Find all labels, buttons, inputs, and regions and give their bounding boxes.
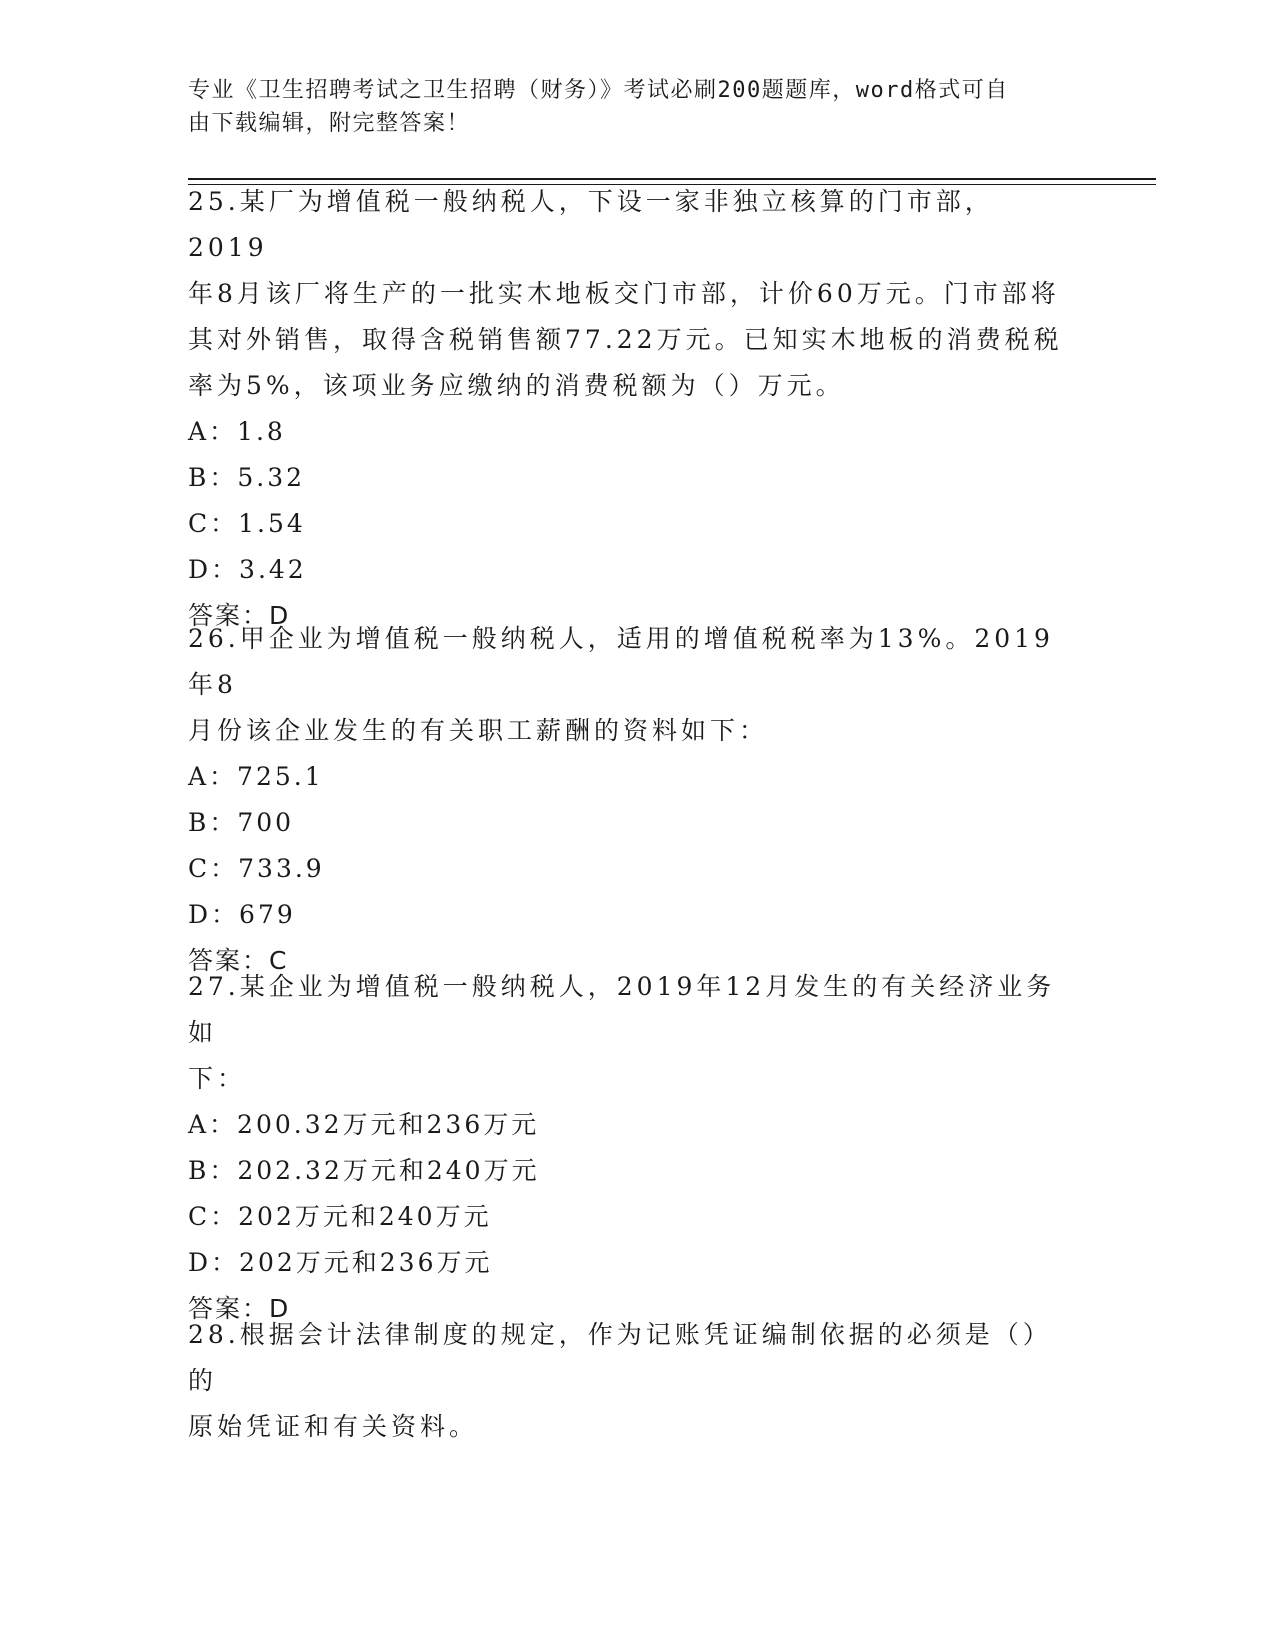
option-c: C：733.9	[188, 854, 325, 883]
question-27	[188, 964, 1088, 1332]
question-stem	[188, 964, 1088, 1102]
option-d: D：679	[188, 900, 296, 929]
option-a: A：200.32万元和236万元	[188, 1110, 540, 1139]
option-a: A：725.1	[188, 762, 324, 791]
header-line-2: 由下载编辑，附完整答案！	[188, 111, 471, 136]
question-stem-line: 26.甲企业为增值税一般纳税人，适用的增值税税率为13%。2019年8	[188, 624, 1054, 699]
option-a: A：1.8	[188, 417, 286, 446]
question-stem-line: 原始凭证和有关资料。	[188, 1412, 479, 1441]
question-stem-line: 27.某企业为增值税一般纳税人，2019年12月发生的有关经济业务如	[188, 972, 1056, 1047]
option-d: D：202万元和236万元	[188, 1248, 493, 1277]
option-d: D：3.42	[188, 555, 307, 584]
option-c: C：1.54	[188, 509, 306, 538]
answer: 答案：D	[188, 1294, 291, 1323]
document-header	[188, 74, 1068, 140]
question-stem-line: 年8月该厂将生产的一批实木地板交门市部，计价60万元。门市部将	[188, 279, 1060, 308]
question-stem-line: 25.某厂为增值税一般纳税人，下设一家非独立核算的门市部，2019	[188, 187, 994, 262]
option-b: B：5.32	[188, 463, 306, 492]
question-stem-line: 其对外销售，取得含税销售额77.22万元。已知实木地板的消费税税	[188, 325, 1063, 354]
answer: 答案：D	[188, 601, 291, 630]
option-b: B：700	[188, 808, 295, 837]
question-stem-line: 率为5%，该项业务应缴纳的消费税额为（）万元。	[188, 371, 845, 400]
question-stem-line: 28.根据会计法律制度的规定，作为记账凭证编制依据的必须是（）的	[188, 1320, 1052, 1395]
question-25	[188, 179, 1088, 639]
question-stem-line: 下：	[188, 1064, 247, 1093]
question-26	[188, 616, 1088, 984]
question-stem-line: 月份该企业发生的有关职工薪酬的资料如下：	[188, 716, 769, 745]
option-c: C：202万元和240万元	[188, 1202, 492, 1231]
question-stem	[188, 179, 1088, 409]
question-stem	[188, 616, 1088, 754]
answer: 答案：C	[188, 946, 289, 975]
option-b: B：202.32万元和240万元	[188, 1156, 540, 1185]
question-28	[188, 1312, 1088, 1450]
question-stem	[188, 1312, 1088, 1450]
header-line-1: 专业《卫生招聘考试之卫生招聘（财务）》考试必刷200题题库，word格式可自	[188, 78, 1009, 103]
